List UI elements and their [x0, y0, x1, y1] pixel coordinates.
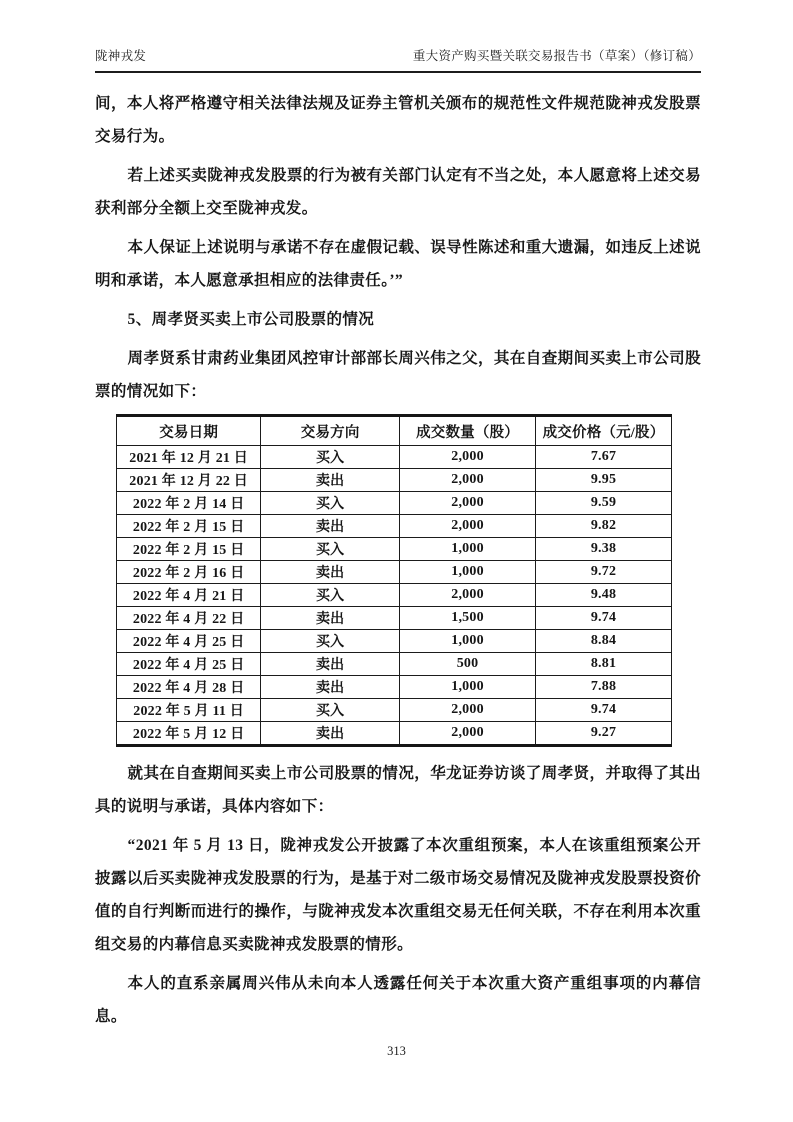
paragraph-intro: 周孝贤系甘肃药业集团风控审计部部长周兴伟之父，其在自查期间买卖上市公司股票的情况如下： — [95, 350, 701, 400]
cell-date: 2022 年 5 月 11 日 — [117, 699, 261, 722]
cell-price: 9.82 — [536, 515, 672, 538]
cell-quantity: 1,000 — [400, 561, 536, 584]
paragraph-statement-1: “2021 年 5 月 13 日，陇神戎发公开披露了本次重组预案，本人在该重组预案公开披露以后买卖陇神戎发股票的行为，是基于对二级市场交易情况及陇神戎发股票投资价值的自行判断而进行的操作，与陇神戎发本次重组交易无任何关联，不存在利用本次重组交易的内幕信息买卖陇神戎发股票的情形。 — [95, 837, 701, 953]
cell-price: 7.88 — [536, 676, 672, 699]
column-header-direction: 交易方向 — [261, 416, 400, 446]
table-row — [117, 538, 672, 561]
table-row — [117, 492, 672, 515]
cell-quantity: 2,000 — [400, 722, 536, 746]
cell-quantity: 2,000 — [400, 699, 536, 722]
cell-quantity: 1,000 — [400, 630, 536, 653]
table-row — [117, 584, 672, 607]
cell-quantity: 2,000 — [400, 469, 536, 492]
cell-date: 2022 年 2 月 16 日 — [117, 561, 261, 584]
section-heading-5: 5、周孝贤买卖上市公司股票的情况 — [127, 311, 375, 328]
cell-date: 2022 年 2 月 14 日 — [117, 492, 261, 515]
cell-quantity: 1,500 — [400, 607, 536, 630]
table-row — [117, 607, 672, 630]
paragraph-return-profit: 若上述买卖陇神戎发股票的行为被有关部门认定有不当之处，本人愿意将上述交易获利部分全额上交至陇神戎发。 — [95, 167, 701, 217]
cell-direction: 卖出 — [261, 722, 400, 746]
cell-direction: 买入 — [261, 699, 400, 722]
cell-price: 9.59 — [536, 492, 672, 515]
cell-price: 7.67 — [536, 446, 672, 469]
cell-quantity: 1,000 — [400, 676, 536, 699]
column-header-price: 成交价格（元/股） — [536, 416, 672, 446]
cell-price: 9.74 — [536, 607, 672, 630]
cell-date: 2021 年 12 月 21 日 — [117, 446, 261, 469]
cell-direction: 买入 — [261, 538, 400, 561]
cell-price: 9.95 — [536, 469, 672, 492]
cell-date: 2022 年 4 月 25 日 — [117, 653, 261, 676]
cell-date: 2021 年 12 月 22 日 — [117, 469, 261, 492]
cell-direction: 卖出 — [261, 653, 400, 676]
cell-date: 2022 年 5 月 12 日 — [117, 722, 261, 746]
paragraph-continuation: 间，本人将严格遵守相关法律法规及证券主管机关颁布的规范性文件规范陇神戎发股票交易行为。 — [95, 95, 701, 145]
cell-direction: 卖出 — [261, 561, 400, 584]
column-header-date: 交易日期 — [117, 416, 261, 446]
cell-direction: 卖出 — [261, 607, 400, 630]
document-body — [95, 87, 701, 1039]
page-number: 313 — [387, 1044, 406, 1058]
cell-price: 9.48 — [536, 584, 672, 607]
cell-direction: 卖出 — [261, 469, 400, 492]
cell-direction: 买入 — [261, 584, 400, 607]
header-company-name: 陇神戎发 — [95, 49, 147, 63]
paragraph-statement-2: 本人的直系亲属周兴伟从未向本人透露任何关于本次重大资产重组事项的内幕信息。 — [95, 975, 701, 1025]
table-row — [117, 515, 672, 538]
cell-date: 2022 年 2 月 15 日 — [117, 515, 261, 538]
table-row — [117, 561, 672, 584]
cell-date: 2022 年 4 月 21 日 — [117, 584, 261, 607]
paragraph-guarantee: 本人保证上述说明与承诺不存在虚假记载、误导性陈述和重大遗漏，如违反上述说明和承诺，本人愿意承担相应的法律责任。’” — [95, 239, 701, 289]
cell-direction: 买入 — [261, 492, 400, 515]
cell-date: 2022 年 4 月 25 日 — [117, 630, 261, 653]
cell-direction: 买入 — [261, 630, 400, 653]
column-header-quantity: 成交数量（股） — [400, 416, 536, 446]
cell-date: 2022 年 4 月 22 日 — [117, 607, 261, 630]
cell-quantity: 500 — [400, 653, 536, 676]
cell-price: 9.38 — [536, 538, 672, 561]
cell-direction: 买入 — [261, 446, 400, 469]
header-report-title: 重大资产购买暨关联交易报告书（草案）（修订稿） — [412, 49, 701, 63]
stock-trades-table — [116, 414, 672, 747]
cell-price: 9.74 — [536, 699, 672, 722]
cell-quantity: 2,000 — [400, 492, 536, 515]
table-row — [117, 676, 672, 699]
page-header — [95, 46, 701, 73]
cell-price: 9.27 — [536, 722, 672, 746]
cell-quantity: 2,000 — [400, 446, 536, 469]
cell-price: 8.84 — [536, 630, 672, 653]
cell-price: 8.81 — [536, 653, 672, 676]
table-row — [117, 722, 672, 746]
cell-date: 2022 年 4 月 28 日 — [117, 676, 261, 699]
cell-direction: 卖出 — [261, 676, 400, 699]
cell-price: 9.72 — [536, 561, 672, 584]
cell-date: 2022 年 2 月 15 日 — [117, 538, 261, 561]
paragraph-interview: 就其在自查期间买卖上市公司股票的情况，华龙证券访谈了周孝贤，并取得了其出具的说明与承诺，具体内容如下： — [95, 765, 701, 815]
table-row — [117, 630, 672, 653]
page-footer — [0, 1044, 793, 1059]
cell-direction: 卖出 — [261, 515, 400, 538]
table-row — [117, 653, 672, 676]
cell-quantity: 2,000 — [400, 584, 536, 607]
table-header-row — [117, 416, 672, 446]
table-row — [117, 699, 672, 722]
cell-quantity: 2,000 — [400, 515, 536, 538]
cell-quantity: 1,000 — [400, 538, 536, 561]
table-row — [117, 469, 672, 492]
table-row — [117, 446, 672, 469]
